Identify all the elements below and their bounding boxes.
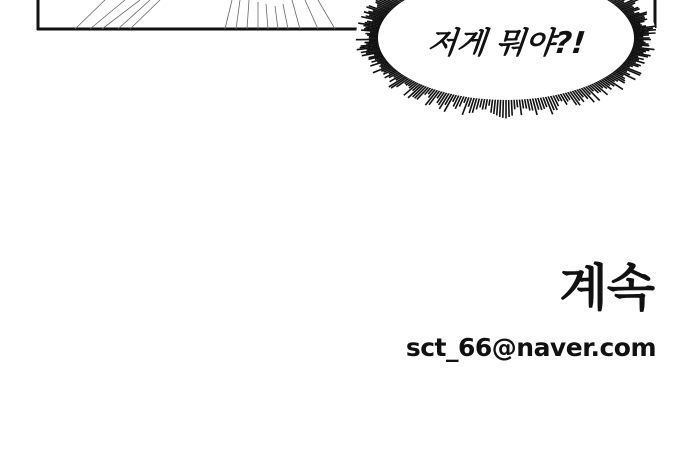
speech-bubble-text: 저게 뭐야?!: [426, 26, 588, 61]
to-be-continued-label: 계속: [559, 259, 654, 317]
burst-spike: [500, 98, 501, 117]
author-contact-email: sct_66@naver.com: [405, 333, 656, 362]
burst-spike: [509, 98, 510, 117]
burst-spike: [503, 98, 504, 118]
burst-spike: [632, 35, 649, 36]
speed-lines: [75, 0, 335, 29]
burst-spike: [365, 42, 381, 43]
burst-spike: [511, 98, 512, 116]
